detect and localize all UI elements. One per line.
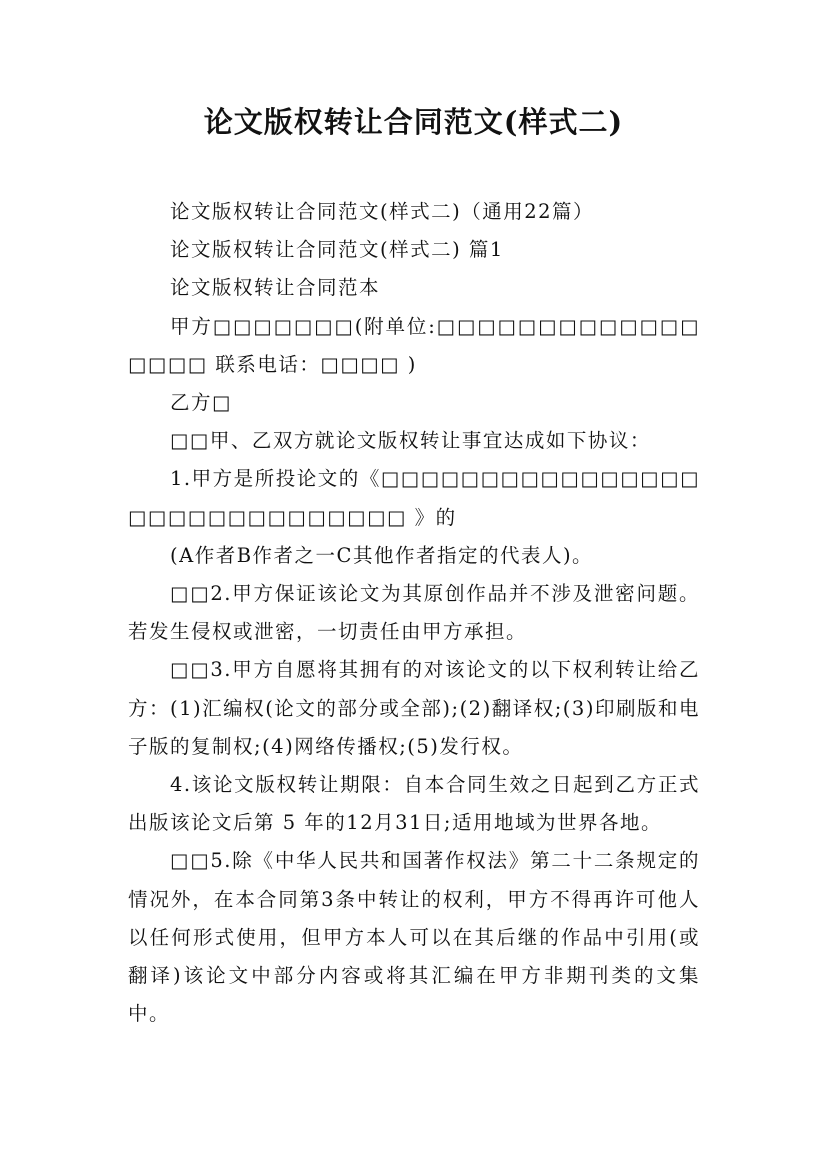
paragraph-heading: 论文版权转让合同范文(样式二)（通用22篇）	[170, 200, 595, 223]
document-title: 论文版权转让合同范文(样式二)	[203, 105, 624, 139]
paragraph-clause-4: 4.该论文版权转让期限：自本合同生效之日起到乙方正式出版该论文后第 5 年的12月31日;适用地域为世界各地。	[128, 773, 700, 835]
paragraph-clause-2: □□2.甲方保证该论文为其原创作品并不涉及泄密问题。若发生侵权或泄密，一切责任由甲方承担。	[128, 582, 700, 644]
paragraph-party-a: 甲方□□□□□□□(附单位:□□□□□□□□□□□□□□□□□ 联系电话：□□□□ )	[128, 314, 700, 376]
paragraph-clause-3: □□3.甲方自愿将其拥有的对该论文的以下权利转让给乙方：(1)汇编权(论文的部分或全部);(2)翻译权;(3)印刷版和电子版的复制权;(4)网络传播权;(5)发行权。	[128, 658, 700, 758]
paragraph-clause-1: 1.甲方是所投论文的《□□□□□□□□□□□□□□□□□□□□□□□□□□□□□□ 》的	[128, 467, 700, 529]
document-body	[128, 193, 700, 1033]
paragraph-agreement-intro: □□甲、乙双方就论文版权转让事宜达成如下协议：	[170, 429, 651, 453]
paragraph-article-title: 论文版权转让合同范文(样式二) 篇1	[170, 238, 504, 262]
paragraph-party-b: 乙方□	[170, 391, 232, 415]
paragraph-contract-name: 论文版权转让合同范本	[170, 276, 381, 300]
paragraph-clause-5: □□5.除《中华人民共和国著作权法》第二十二条规定的情况外，在本合同第3条中转让的权利，甲方不得再许可他人以任何形式使用，但甲方本人可以在其后继的作品中引用(或翻译)该论文中部分内容或将其汇编在甲方非期刊类的文集中。	[128, 849, 700, 1026]
paragraph-author-options: (A作者B作者之一C其他作者指定的代表人)。	[170, 543, 594, 567]
